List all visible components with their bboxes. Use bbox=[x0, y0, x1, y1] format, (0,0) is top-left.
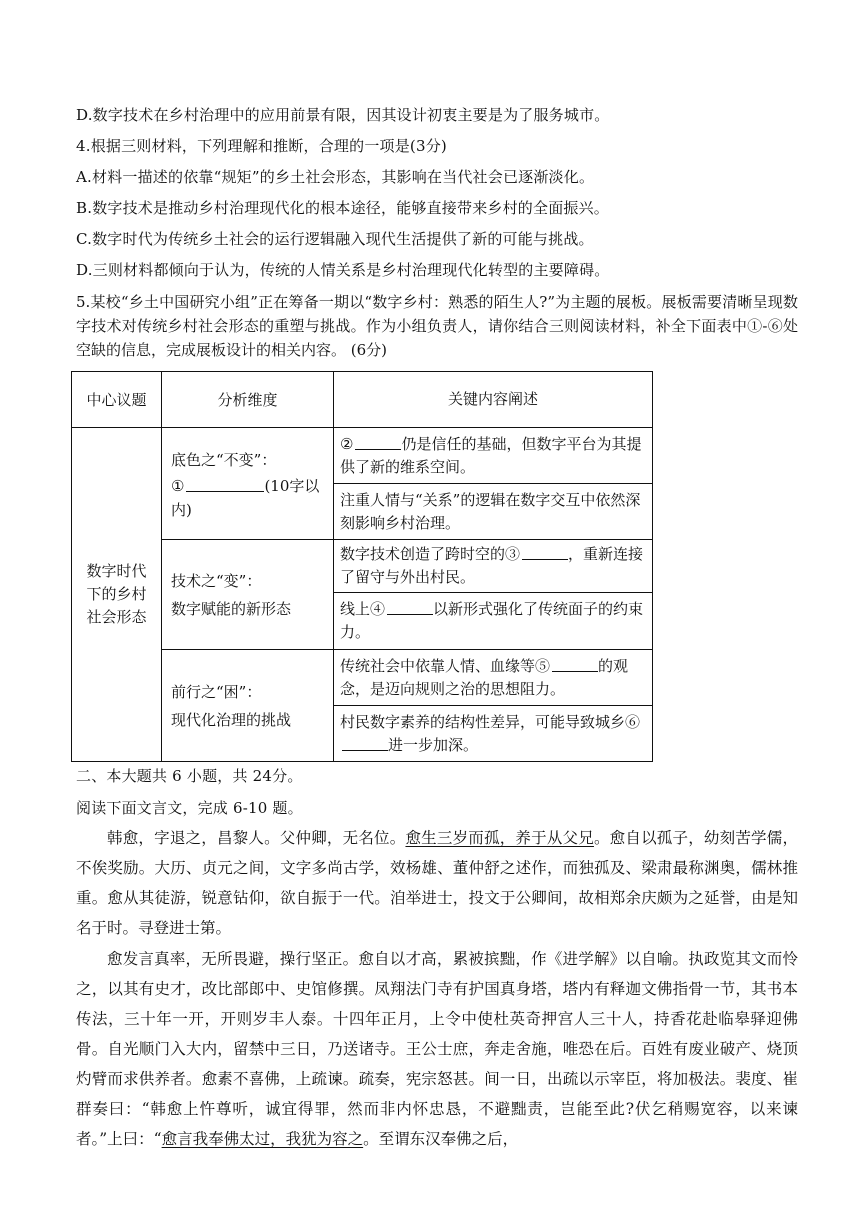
answer-blank-3[interactable] bbox=[522, 545, 568, 560]
passage-2-underlined: 愈言我奉佛太过，我犹为容之 bbox=[161, 1130, 364, 1148]
blank-2-mark: ② bbox=[340, 434, 354, 453]
content-text-5b: 的观念，是迈向规则之治的思想阻力。 bbox=[340, 656, 629, 698]
passage-1-text-b: 。愈自以孤子，幼刻苦学儒，不俟奖励。大历、贞元之间，文字多尚古学，效杨雄、董仲舒之述作，而独孤及、梁肃最称渊奥，儒林推重。愈从其徒游，锐意钻仰，欲自振于一代。洎举进士，投文于公卿间，故相郑余庆颇为之延誉，由是知名于时。寻登进士第。 bbox=[76, 829, 798, 937]
passage-2-text-b: 。至谓东汉奉佛之后， bbox=[363, 1130, 519, 1148]
content-cell-5 bbox=[334, 650, 653, 706]
content-text-3b: ，重新连接了留守与外出村民。 bbox=[340, 545, 644, 586]
content-cell-2 bbox=[334, 428, 653, 484]
question-4-option-b: B.数字技术是推动乡村治理现代化的根本途径，能够直接带来乡村的全面振兴。 bbox=[76, 199, 609, 217]
question-4-option-c: C.数字时代为传统乡土社会的运行逻辑融入现代生活提供了新的可能与挑战。 bbox=[76, 230, 594, 248]
question-4-stem: 4.根据三则材料，下列理解和推断，合理的一项是(3分) bbox=[76, 137, 447, 155]
dimension-change-title: 技术之“变”： bbox=[171, 571, 262, 590]
content-cell-relation: 注重人情与“关系”的逻辑在数字交互中依然深刻影响乡村治理。 bbox=[334, 484, 653, 540]
question-5-stem: 5.某校“乡土中国研究小组”正在筹备一期以“数字乡村：熟悉的陌生人?”为主题的展板。展板需要清晰呈现数字技术对传统乡村社会形态的重塑与挑战。作为小组负责人，请你结合三则阅读材料，补全下面表中①-⑥处空缺的信息，完成展板设计的相关内容。 (6分) bbox=[76, 293, 798, 359]
dimension-unchanged-title: 底色之“不变”： bbox=[171, 450, 277, 469]
dimension-change bbox=[162, 540, 334, 650]
passage-1-text-a: 韩愈，字退之，昌黎人。父仲卿，无名位。 bbox=[107, 829, 406, 847]
table-header-row bbox=[72, 372, 653, 428]
passage-paragraph-2 bbox=[76, 944, 798, 1154]
dimension-challenge-subtitle: 现代化治理的挑战 bbox=[171, 710, 292, 729]
content-text-3a: 数字技术创造了跨时空的③ bbox=[340, 545, 521, 563]
header-content: 关键内容阐述 bbox=[334, 372, 653, 428]
content-text-4a: 线上④ bbox=[340, 600, 386, 618]
question-4-option-d: D.三则材料都倾向于认为，传统的人情关系是乡村治理现代化转型的主要障碍。 bbox=[76, 261, 610, 279]
blank-1-note: (10字以内) bbox=[171, 476, 320, 519]
passage-2-text-a: 愈发言真率，无所畏避，操行坚正。愈自以才高，累被摈黜，作《进学解》以自喻。执政览其文而怜之，以其有史才，改比部郎中、史馆修撰。凤翔法门寺有护国真身塔，塔内有释迦文佛指骨一节，其书本传法，三十年一开，开则岁丰人泰。十四年正月，上令中使杜英奇押宫人三十人，持香花赴临皋驿迎佛骨。自光顺门入大内，留禁中三日，乃送诸寺。王公士庶，奔走舍施，唯恐在后。百姓有废业破产、烧顶灼臂而求供养者。愈素不喜佛，上疏谏。疏奏，宪宗怒甚。间一日，出疏以示宰臣，将加极法。裴度、崔群奏曰：“韩愈上忤尊听，诚宜得罪，然而非内怀忠恳，不避黜责，岂能至此?伏乞稍赐宽容，以来谏者。”上曰：“ bbox=[76, 950, 798, 1148]
option-d-previous: D.数字技术在乡村治理中的应用前景有限，因其设计初衷主要是为了服务城市。 bbox=[76, 106, 610, 124]
dimension-unchanged-blank bbox=[162, 474, 333, 522]
header-topic: 中心议题 bbox=[72, 372, 162, 428]
passage-1-underlined: 愈生三岁而孤，养于从父兄 bbox=[405, 829, 594, 847]
content-text-4b: 以新形式强化了传统面子的约束力。 bbox=[340, 600, 644, 641]
content-text-6a: 村民数字素养的结构性差异，可能导致城乡⑥ bbox=[340, 712, 641, 731]
section-2-heading: 二、本大题共 6 小题，共 24分。 bbox=[76, 767, 303, 785]
content-text-5a: 传统社会中依靠人情、血缘等⑤ bbox=[340, 656, 551, 675]
table-row bbox=[72, 428, 653, 484]
content-text-2: 仍是信任的基础，但数字平台为其提供了新的维系空间。 bbox=[340, 434, 642, 476]
content-cell-6 bbox=[334, 706, 653, 762]
answer-blank-4[interactable] bbox=[387, 600, 433, 615]
passage-paragraph-1 bbox=[76, 823, 798, 943]
answer-blank-2[interactable] bbox=[355, 435, 401, 450]
dimension-challenge bbox=[162, 650, 334, 762]
topic-cell: 数字时代下的乡村社会形态 bbox=[72, 428, 162, 762]
dimension-challenge-title: 前行之“困”： bbox=[171, 682, 262, 701]
answer-blank-1[interactable] bbox=[186, 477, 264, 492]
question-4-option-a: A.材料一描述的依靠“规矩”的乡土社会形态，其影响在当代社会已逐渐淡化。 bbox=[76, 168, 595, 186]
content-cell-3 bbox=[334, 540, 653, 593]
exhibit-table bbox=[71, 371, 653, 762]
section-2-intro: 阅读下面文言文，完成 6-10 题。 bbox=[76, 799, 303, 817]
dimension-unchanged bbox=[162, 428, 334, 540]
answer-blank-6[interactable] bbox=[342, 736, 388, 751]
header-dimension: 分析维度 bbox=[162, 372, 334, 428]
content-cell-4 bbox=[334, 593, 653, 650]
dimension-change-subtitle: 数字赋能的新形态 bbox=[171, 599, 292, 618]
blank-1-mark: ① bbox=[171, 476, 185, 495]
answer-blank-5[interactable] bbox=[552, 657, 598, 672]
content-text-6b: 进一步加深。 bbox=[388, 735, 479, 754]
